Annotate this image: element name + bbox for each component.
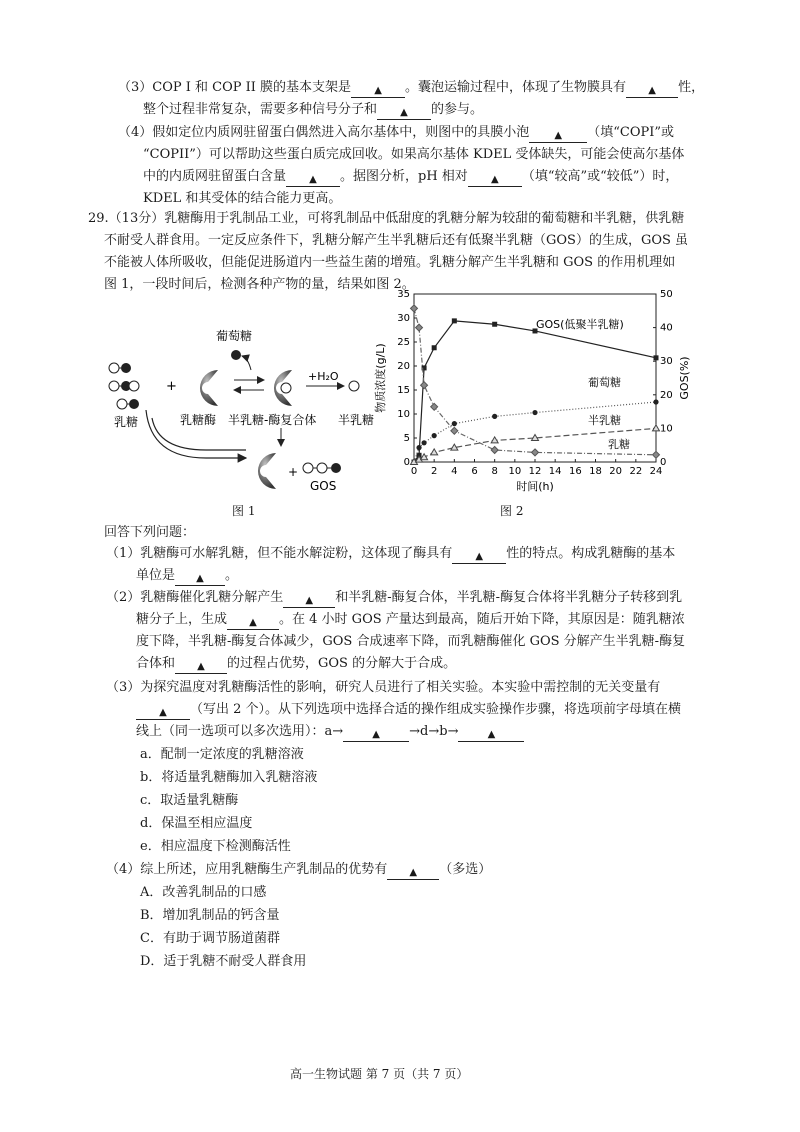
lactose-label: 乳糖	[114, 415, 139, 429]
option-e: e．相应温度下检测酶活性	[140, 839, 291, 854]
gos-molecule	[303, 463, 341, 473]
series-label: 半乳糖	[588, 414, 621, 427]
data-point	[492, 322, 497, 327]
answer-blank[interactable]: ▲	[343, 728, 409, 742]
data-point	[416, 324, 423, 331]
x-tick-label: 10	[508, 466, 522, 477]
q28-p4-line4: KDEL 和其受体的结合能力更高。	[143, 191, 342, 206]
data-point	[416, 445, 421, 450]
water-label: +H₂O	[308, 370, 339, 383]
answer-blank[interactable]: ▲	[175, 660, 227, 674]
lactase-enzyme-shape	[200, 370, 218, 406]
y-tick-label: 20	[397, 361, 410, 372]
answer-blank[interactable]: ▲	[626, 84, 678, 98]
y-tick-label: 35	[397, 289, 410, 300]
choice-D: D．适于乳糖不耐受人群食用	[140, 954, 307, 969]
data-point	[432, 345, 437, 350]
q28-p3-line1: （3）COP I 和 COP II 膜的基本支架是 ▲ 。囊泡运输过程中，体现了生物膜具有 ▲ 性，	[118, 80, 705, 96]
choice-C: C．有助于调节肠道菌群	[140, 931, 280, 946]
option-b: b．将适量乳糖酶加入乳糖溶液	[140, 770, 318, 785]
data-point	[492, 414, 497, 419]
answer-blank[interactable]: ▲	[175, 572, 225, 586]
y2-tick-label: 30	[660, 356, 673, 368]
data-point	[532, 449, 539, 456]
option-c: c．取适量乳糖酶	[140, 793, 239, 808]
answer-blank[interactable]: ▲	[227, 616, 279, 630]
y-tick-label: 0	[403, 457, 410, 468]
q29-intro-line4: 图 1，一段时间后，检测各种产物的量，结果如图 2。	[104, 277, 415, 292]
answer-blank[interactable]: ▲	[452, 550, 506, 564]
data-point	[452, 318, 457, 323]
q28-p4-line1: （4）假如定位内质网驻留蛋白偶然进入高尔基体中，则图中的具膜小泡 ▲ （填“COPI”或	[118, 125, 675, 141]
option-d: d．保温至相应温度	[140, 816, 253, 831]
data-point	[451, 427, 458, 434]
x-tick-label: 6	[471, 466, 478, 477]
q28-p3-line2: 整个过程非常复杂，需要多种信号分子和 ▲ 的参与。	[143, 102, 484, 118]
series-label: 乳糖	[608, 438, 630, 451]
x-tick-label: 22	[629, 466, 643, 477]
page-footer: 高一生物试题 第 7 页（共 7 页）	[290, 1067, 469, 1081]
y2-axis-label: GOS(%)	[678, 356, 691, 400]
x-tick-label: 20	[609, 466, 623, 477]
data-point	[654, 355, 659, 360]
y-tick-label: 25	[397, 337, 410, 348]
answer-blank[interactable]: ▲	[286, 173, 340, 187]
q29-3-line3: 线上（同一选项可以多次选用）：a→ ▲ →d→b→ ▲	[136, 723, 524, 742]
galactose-molecule	[349, 381, 359, 391]
x-tick-label: 14	[548, 466, 562, 477]
glucose-molecule	[231, 350, 241, 360]
x-tick-label: 8	[491, 466, 498, 477]
data-point	[532, 410, 537, 415]
q29-2-line1: （2）乳糖酶催化乳糖分解产生 ▲ 和半乳糖-酶复合体，半乳糖-酶复合体将半乳糖分子转移到乳	[106, 590, 683, 606]
q29-2-line2: 糖分子上，生成 ▲ 。在 4 小时 GOS 产量达到最高，随后开始下降，其原因是：随乳糖浓	[136, 612, 685, 628]
y-tick-label: 30	[397, 313, 410, 324]
answer-blank[interactable]: ▲	[387, 866, 439, 880]
q29-2-line3: 度下降，半乳糖-酶复合体减少，GOS 合成速率下降，而乳糖酶催化 GOS 分解产生半乳糖-酶复	[136, 634, 686, 649]
data-point	[653, 399, 658, 404]
answer-prompt: 回答下列问题：	[104, 525, 196, 540]
data-point	[491, 447, 498, 454]
plus-sign: +	[288, 465, 299, 479]
figure-1-caption: 图 1	[232, 504, 256, 518]
figure-2-caption: 图 2	[500, 504, 524, 518]
q29-1-line2: 单位是 ▲ 。	[136, 568, 239, 584]
choice-B: B．增加乳制品的钙含量	[140, 908, 280, 923]
y2-tick-label: 0	[660, 457, 667, 468]
q28-p4-line2: “COPII”）可以帮助这些蛋白质完成回收。如果高尔基体 KDEL 受体缺失，可能会使高尔基体	[143, 147, 685, 162]
galactose-label: 半乳糖	[338, 413, 375, 427]
glucose-label: 葡萄糖	[216, 329, 253, 343]
y-tick-label: 10	[397, 409, 410, 420]
y2-tick-label: 40	[660, 322, 673, 334]
y2-tick-label: 20	[660, 389, 673, 401]
option-a: a．配制一定浓度的乳糖溶液	[140, 747, 304, 762]
x-tick-label: 12	[528, 466, 542, 477]
q29-3-line1: （3）为探究温度对乳糖酶活性的影响，研究人员进行了相关实验。本实验中需控制的无关变量有	[106, 680, 661, 695]
data-point	[421, 382, 428, 389]
x-tick-label: 4	[451, 466, 458, 477]
gos-label: GOS	[310, 479, 337, 493]
x-tick-label: 2	[430, 466, 438, 477]
enzyme-label: 乳糖酶	[180, 413, 217, 427]
free-enzyme-shape	[258, 453, 276, 489]
data-point	[431, 449, 438, 455]
data-point	[452, 421, 457, 426]
data-point	[653, 451, 660, 458]
x-tick-label: 16	[568, 466, 582, 477]
y2-tick-label: 10	[660, 423, 673, 435]
x-tick-label: 0	[410, 466, 418, 477]
x-axis-label: 时间(h)	[516, 480, 554, 493]
answer-blank[interactable]: ▲	[351, 84, 405, 98]
data-point	[421, 454, 428, 460]
answer-blank[interactable]: ▲	[136, 706, 190, 720]
q29-3-line2: ▲ （写出 2 个）。从下列选项中选择合适的操作组成实验操作步骤，将选项前字母填在横	[136, 701, 681, 720]
figure-2-chart	[370, 286, 700, 500]
answer-blank[interactable]: ▲	[529, 129, 587, 143]
y2-tick-label: 50	[660, 289, 673, 300]
answer-blank[interactable]: ▲	[377, 106, 431, 120]
answer-blank[interactable]: ▲	[468, 173, 522, 187]
x-tick-label: 18	[589, 466, 602, 477]
complex-label: 半乳糖-酶复合体	[228, 413, 317, 427]
q29-4-line1: （4）综上所述，应用乳糖酶生产乳制品的优势有 ▲ （多选）	[106, 862, 492, 878]
y-axis-label: 物质浓度(g/L)	[374, 343, 387, 413]
series-label: GOS(低聚半乳糖)	[536, 318, 624, 331]
series-label: 葡萄糖	[588, 376, 621, 389]
q29-intro-line2: 不耐受人群食用。一定反应条件下，乳糖分解产生半乳糖后还有低聚半乳糖（GOS）的生成，GOS 虽	[104, 233, 689, 248]
q28-p4-line3: 中的内质网驻留蛋白含量 ▲ 。据图分析，pH 相对 ▲ （填“较高”或“较低”）时，	[143, 169, 679, 185]
figure-1-mechanism	[96, 318, 386, 518]
q29-intro-line3: 不能被人体所吸收，但能促进肠道内一些益生菌的增殖。乳糖分解产生半乳糖和 GOS 的作用机理如	[104, 255, 676, 270]
data-point	[411, 305, 418, 312]
q29-2-line4: 合体和 ▲ 的过程占优势，GOS 的分解大于合成。	[136, 656, 457, 672]
q29-intro-line1: 29.（13分）乳糖酶用于乳制品工业，可将乳制品中低甜度的乳糖分解为较甜的葡萄糖和半乳糖，供乳糖	[88, 211, 685, 226]
plus-sign: +	[166, 379, 177, 394]
answer-blank[interactable]: ▲	[458, 728, 524, 742]
y-tick-label: 5	[403, 433, 410, 444]
answer-blank[interactable]: ▲	[283, 594, 335, 608]
choice-A: A．改善乳制品的口感	[140, 885, 267, 900]
data-point	[432, 433, 437, 438]
x-tick-label: 24	[649, 466, 663, 477]
data-point	[421, 440, 426, 445]
y-tick-label: 15	[397, 385, 410, 396]
q29-1-line1: （1）乳糖酶可水解乳糖，但不能水解淀粉，这体现了酶具有 ▲ 性的特点。构成乳糖酶的基本	[106, 546, 676, 562]
lactose-molecules	[109, 363, 139, 409]
